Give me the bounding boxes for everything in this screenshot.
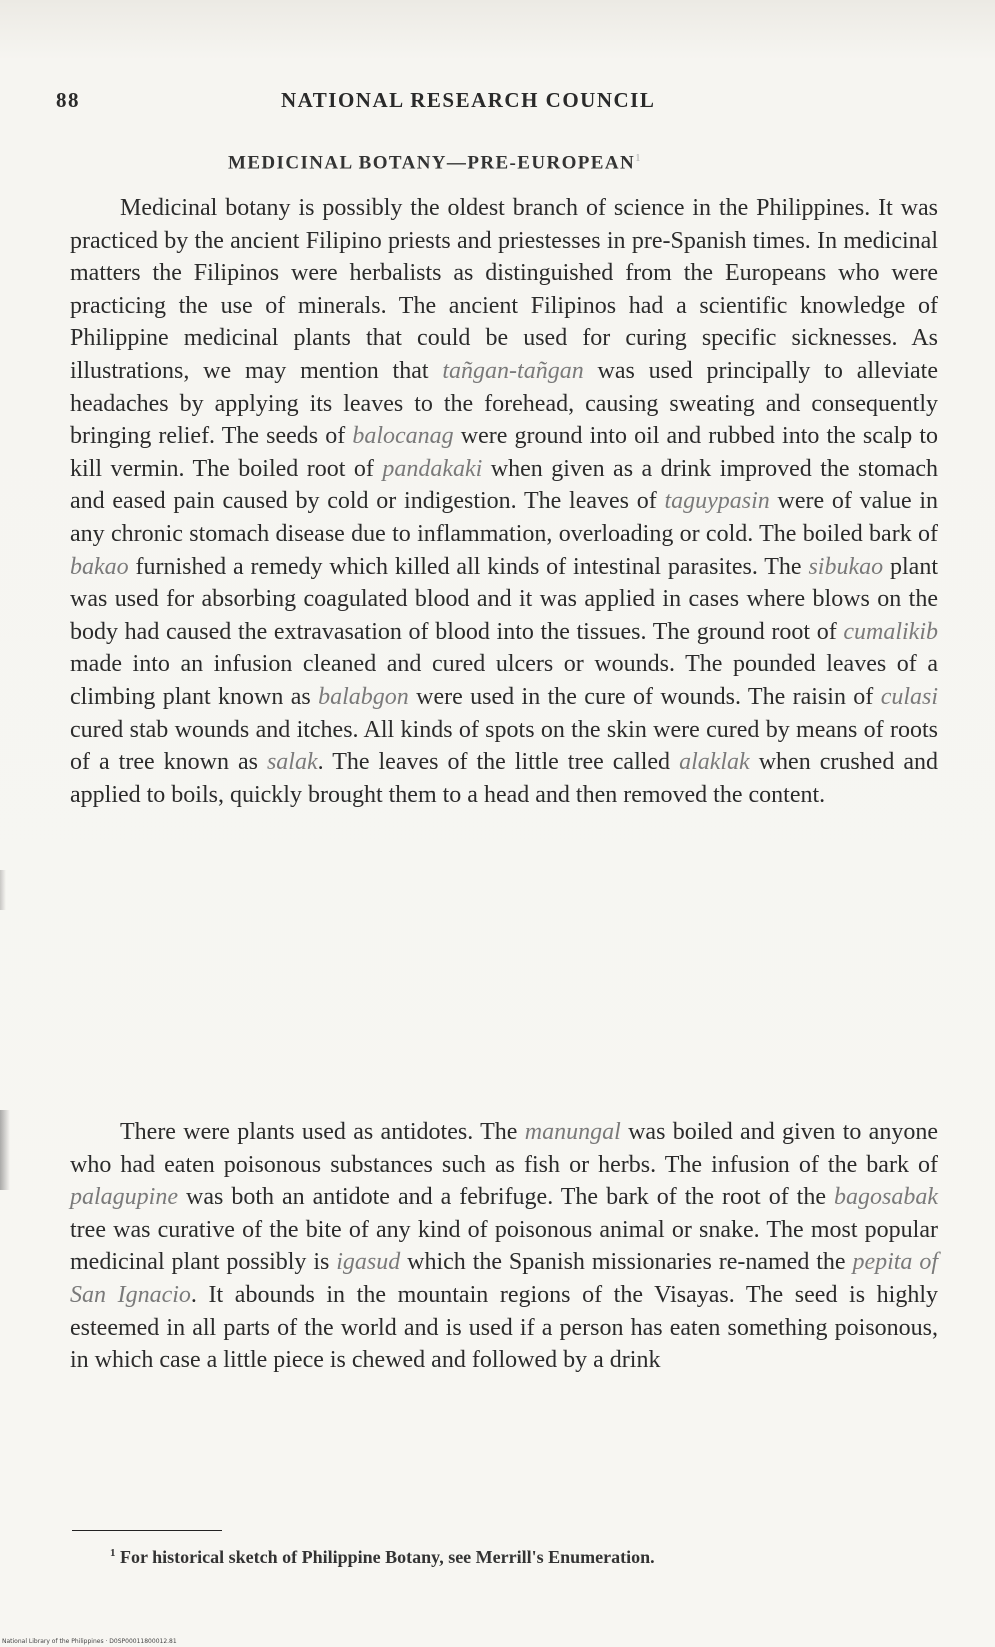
plant-name: salak <box>266 749 318 776</box>
text-run: tree was curative of the bite of any kind of poisonous animal or snake. The most popular medicinal plant possibly is <box>70 1216 938 1276</box>
paragraph <box>70 192 938 811</box>
plant-name: balocanag <box>352 423 454 450</box>
text-run: furnished a remedy which killed all kinds of intestinal parasites. The <box>128 553 809 580</box>
plant-name: alaklak <box>679 749 750 776</box>
plant-name: cumalikib <box>843 618 938 645</box>
text-run: . The leaves of the little tree called <box>317 749 680 776</box>
plant-name: palagupine <box>70 1184 178 1211</box>
paragraph <box>70 1116 938 1377</box>
text-run: when crushed and applied to boils, quickly brought them to a head and then removed the content. <box>70 749 938 808</box>
text-run: was both an antidote and a febrifuge. The bark of the root of the <box>178 1184 834 1211</box>
plant-name: sibukao <box>808 553 884 580</box>
section-title-text: MEDICINAL BOTANY—PRE-EUROPEAN <box>228 152 636 174</box>
plant-name: pandakaki <box>382 455 483 482</box>
plant-name: manungal <box>524 1119 621 1145</box>
running-head: NATIONAL RESEARCH COUNCIL <box>281 88 656 112</box>
footnote-number: 1 <box>110 1547 116 1559</box>
section-title <box>228 152 642 174</box>
footnote-marker: 1 <box>635 152 642 164</box>
text-run: cured stab wounds and itches. All kinds of spots on the skin were cured by means of roots of a tree known as <box>70 716 938 776</box>
text-run: . It abounds in the mountain regions of the Visayas. The seed is highly esteemed in all parts of the world and is used if a person has eaten something poisonous, in which case a little piece is chewed and followed by a drink <box>70 1281 938 1374</box>
plant-name: tañgan-tañgan <box>442 357 584 384</box>
scan-edge-shadow <box>0 1110 10 1190</box>
plant-name: bakao <box>70 553 129 580</box>
footnote <box>110 1547 940 1568</box>
text-run: was used principally to alleviate headaches by applying its leaves to the forehead, causing sweating and consequently bringing relief. The seeds of <box>70 357 939 450</box>
page-number: 88 <box>56 88 80 112</box>
footnote-rule <box>72 1530 222 1531</box>
text-run: There were plants used as antidotes. The <box>120 1119 525 1145</box>
text-run: which the Spanish missionaries re-named the <box>400 1249 853 1276</box>
text-run: plant was used for absorbing coagulated blood and it was applied in cases where blows on the body had caused the extravasation of blood into the tissues. The ground root of <box>70 553 938 645</box>
text-run: were ground into oil and rubbed into the scalp to kill vermin. The boiled root of <box>70 423 938 482</box>
text-run: Medicinal botany is possibly the oldest branch of science in the Philippines. It was practiced by the ancient Filipino priests and priestesses in pre-Spanish times. In medicinal matters the Filipinos were herbalists as distinguished from the Europeans who were practicing the use of minerals. The ancient Filipinos had a scientific knowledge of Philippine medicinal plants that could be used for curing specific sicknesses. As illustrations, we may mention that <box>70 195 938 384</box>
plant-name: bagosabak <box>834 1184 938 1211</box>
body-paragraph-1 <box>70 192 938 811</box>
text-run: were used in the cure of wounds. The raisin of <box>408 683 881 710</box>
text-run: when given as a drink improved the stomach and eased pain caused by cold or indigestion. The leaves of <box>70 455 938 515</box>
library-imprint: National Library of the Philippines · D0SP00011800012.81 <box>2 1638 177 1645</box>
plant-name: pepita of San Ignacio <box>70 1249 938 1308</box>
plant-name: taguypasin <box>664 488 770 515</box>
plant-name: balabgon <box>318 683 409 710</box>
plant-name: culasi <box>880 683 939 710</box>
footnote-text: For historical sketch of Philippine Botany, see Merrill's Enumeration. <box>120 1547 655 1567</box>
text-run: was boiled and given to anyone who had eaten poisonous substances such as fish or herbs. The infusion of the bark of <box>70 1119 938 1178</box>
scan-edge-shadow <box>0 870 6 910</box>
text-run: made into an infusion cleaned and cured ulcers or wounds. The pounded leaves of a climbing plant known as <box>70 651 938 710</box>
plant-name: igasud <box>336 1249 401 1276</box>
body-paragraph-2 <box>70 1116 938 1377</box>
text-run: were of value in any chronic stomach disease due to inflammation, overloading or cold. The boiled bark of <box>70 488 938 547</box>
